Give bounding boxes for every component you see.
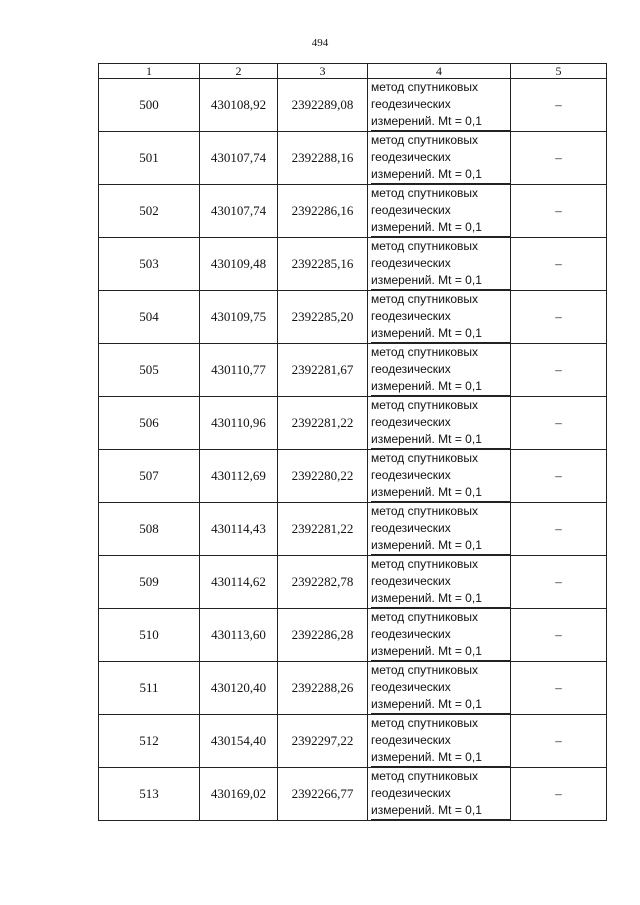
method-cell bbox=[368, 185, 511, 238]
coordinate-x-cell: 430109,48 bbox=[200, 238, 278, 291]
coordinate-x-cell: 430110,77 bbox=[200, 344, 278, 397]
method-line: метод спутниковых bbox=[371, 663, 479, 677]
point-number-cell: 509 bbox=[99, 556, 200, 609]
method-line: измерений. Mt = 0,1 bbox=[371, 484, 511, 502]
coordinate-y-cell: 2392282,78 bbox=[278, 556, 368, 609]
coordinate-x-cell: 430110,96 bbox=[200, 397, 278, 450]
method-cell bbox=[368, 344, 511, 397]
method-line: геодезических bbox=[371, 521, 451, 535]
method-cell bbox=[368, 79, 511, 132]
method-line: метод спутниковых bbox=[371, 557, 479, 571]
coordinate-x-cell: 430107,74 bbox=[200, 132, 278, 185]
method-line: геодезических bbox=[371, 468, 451, 482]
note-cell: – bbox=[511, 397, 607, 450]
table-row bbox=[99, 344, 607, 397]
note-cell: – bbox=[511, 503, 607, 556]
method-line: геодезических bbox=[371, 574, 451, 588]
table-row bbox=[99, 238, 607, 291]
table-row bbox=[99, 185, 607, 238]
note-cell: – bbox=[511, 238, 607, 291]
method-line: измерений. Mt = 0,1 bbox=[371, 378, 511, 396]
method-line: метод спутниковых bbox=[371, 292, 479, 306]
coordinate-x-cell: 430114,62 bbox=[200, 556, 278, 609]
method-cell bbox=[368, 291, 511, 344]
method-line: геодезических bbox=[371, 150, 451, 164]
table-body bbox=[99, 79, 607, 821]
coordinate-y-cell: 2392285,16 bbox=[278, 238, 368, 291]
method-cell bbox=[368, 503, 511, 556]
note-cell: – bbox=[511, 609, 607, 662]
point-number-cell: 501 bbox=[99, 132, 200, 185]
coordinate-y-cell: 2392285,20 bbox=[278, 291, 368, 344]
table-row bbox=[99, 397, 607, 450]
table-row bbox=[99, 132, 607, 185]
method-line: геодезических bbox=[371, 309, 451, 323]
method-line: геодезических bbox=[371, 203, 451, 217]
method-line: измерений. Mt = 0,1 bbox=[371, 166, 511, 184]
point-number-cell: 504 bbox=[99, 291, 200, 344]
method-line: метод спутниковых bbox=[371, 504, 479, 518]
method-line: геодезических bbox=[371, 362, 451, 376]
coordinate-x-cell: 430108,92 bbox=[200, 79, 278, 132]
point-number-cell: 510 bbox=[99, 609, 200, 662]
page-number: 494 bbox=[311, 37, 329, 49]
header-col-5: 5 bbox=[511, 64, 607, 79]
coordinates-table bbox=[98, 63, 607, 821]
method-line: измерений. Mt = 0,1 bbox=[371, 325, 511, 343]
coordinate-x-cell: 430113,60 bbox=[200, 609, 278, 662]
coordinate-y-cell: 2392288,26 bbox=[278, 662, 368, 715]
table-row bbox=[99, 768, 607, 821]
note-cell: – bbox=[511, 768, 607, 821]
coordinate-y-cell: 2392289,08 bbox=[278, 79, 368, 132]
method-line: метод спутниковых bbox=[371, 80, 479, 94]
coordinate-x-cell: 430112,69 bbox=[200, 450, 278, 503]
method-cell bbox=[368, 662, 511, 715]
point-number-cell: 500 bbox=[99, 79, 200, 132]
method-line: геодезических bbox=[371, 733, 451, 747]
method-line: метод спутниковых bbox=[371, 345, 479, 359]
method-line: геодезических bbox=[371, 256, 451, 270]
coordinate-x-cell: 430107,74 bbox=[200, 185, 278, 238]
method-line: измерений. Mt = 0,1 bbox=[371, 590, 511, 608]
point-number-cell: 513 bbox=[99, 768, 200, 821]
point-number-cell: 506 bbox=[99, 397, 200, 450]
method-line: метод спутниковых bbox=[371, 451, 479, 465]
table-row bbox=[99, 503, 607, 556]
header-col-2: 2 bbox=[200, 64, 278, 79]
note-cell: – bbox=[511, 715, 607, 768]
header-col-1: 1 bbox=[99, 64, 200, 79]
method-cell bbox=[368, 238, 511, 291]
method-line: измерений. Mt = 0,1 bbox=[371, 113, 511, 131]
method-line: измерений. Mt = 0,1 bbox=[371, 749, 511, 767]
note-cell: – bbox=[511, 344, 607, 397]
method-cell bbox=[368, 768, 511, 821]
method-line: геодезических bbox=[371, 415, 451, 429]
coordinate-y-cell: 2392297,22 bbox=[278, 715, 368, 768]
point-number-cell: 507 bbox=[99, 450, 200, 503]
header-row bbox=[99, 64, 607, 79]
method-cell bbox=[368, 397, 511, 450]
method-line: геодезических bbox=[371, 680, 451, 694]
method-line: измерений. Mt = 0,1 bbox=[371, 219, 511, 237]
point-number-cell: 512 bbox=[99, 715, 200, 768]
note-cell: – bbox=[511, 291, 607, 344]
point-number-cell: 503 bbox=[99, 238, 200, 291]
coordinate-y-cell: 2392281,22 bbox=[278, 503, 368, 556]
table-row bbox=[99, 79, 607, 132]
method-line: метод спутниковых bbox=[371, 239, 479, 253]
method-line: метод спутниковых bbox=[371, 133, 479, 147]
method-line: геодезических bbox=[371, 786, 451, 800]
note-cell: – bbox=[511, 79, 607, 132]
point-number-cell: 505 bbox=[99, 344, 200, 397]
method-cell bbox=[368, 450, 511, 503]
method-line: метод спутниковых bbox=[371, 769, 479, 783]
method-line: измерений. Mt = 0,1 bbox=[371, 643, 511, 661]
method-line: метод спутниковых bbox=[371, 398, 479, 412]
method-cell bbox=[368, 715, 511, 768]
note-cell: – bbox=[511, 185, 607, 238]
table-row bbox=[99, 662, 607, 715]
table-row bbox=[99, 556, 607, 609]
coordinate-y-cell: 2392286,28 bbox=[278, 609, 368, 662]
coordinate-y-cell: 2392280,22 bbox=[278, 450, 368, 503]
coordinate-y-cell: 2392266,77 bbox=[278, 768, 368, 821]
method-line: измерений. Mt = 0,1 bbox=[371, 537, 511, 555]
table-row bbox=[99, 715, 607, 768]
method-line: метод спутниковых bbox=[371, 610, 479, 624]
coordinate-y-cell: 2392288,16 bbox=[278, 132, 368, 185]
coordinate-x-cell: 430169,02 bbox=[200, 768, 278, 821]
coordinate-y-cell: 2392281,22 bbox=[278, 397, 368, 450]
point-number-cell: 502 bbox=[99, 185, 200, 238]
table-row bbox=[99, 609, 607, 662]
point-number-cell: 508 bbox=[99, 503, 200, 556]
note-cell: – bbox=[511, 662, 607, 715]
method-line: метод спутниковых bbox=[371, 716, 479, 730]
method-line: метод спутниковых bbox=[371, 186, 479, 200]
method-cell bbox=[368, 132, 511, 185]
method-line: измерений. Mt = 0,1 bbox=[371, 272, 511, 290]
header-col-4: 4 bbox=[368, 64, 511, 79]
method-line: геодезических bbox=[371, 97, 451, 111]
coordinate-x-cell: 430120,40 bbox=[200, 662, 278, 715]
table-row bbox=[99, 291, 607, 344]
header-col-3: 3 bbox=[278, 64, 368, 79]
point-number-cell: 511 bbox=[99, 662, 200, 715]
method-line: измерений. Mt = 0,1 bbox=[371, 696, 511, 714]
note-cell: – bbox=[511, 450, 607, 503]
note-cell: – bbox=[511, 556, 607, 609]
method-line: геодезических bbox=[371, 627, 451, 641]
table-row bbox=[99, 450, 607, 503]
coordinate-x-cell: 430114,43 bbox=[200, 503, 278, 556]
method-line: измерений. Mt = 0,1 bbox=[371, 431, 511, 449]
coordinate-y-cell: 2392281,67 bbox=[278, 344, 368, 397]
method-line: измерений. Mt = 0,1 bbox=[371, 802, 511, 820]
note-cell: – bbox=[511, 132, 607, 185]
coordinate-x-cell: 430109,75 bbox=[200, 291, 278, 344]
method-cell bbox=[368, 609, 511, 662]
coordinate-y-cell: 2392286,16 bbox=[278, 185, 368, 238]
coordinate-x-cell: 430154,40 bbox=[200, 715, 278, 768]
method-cell bbox=[368, 556, 511, 609]
